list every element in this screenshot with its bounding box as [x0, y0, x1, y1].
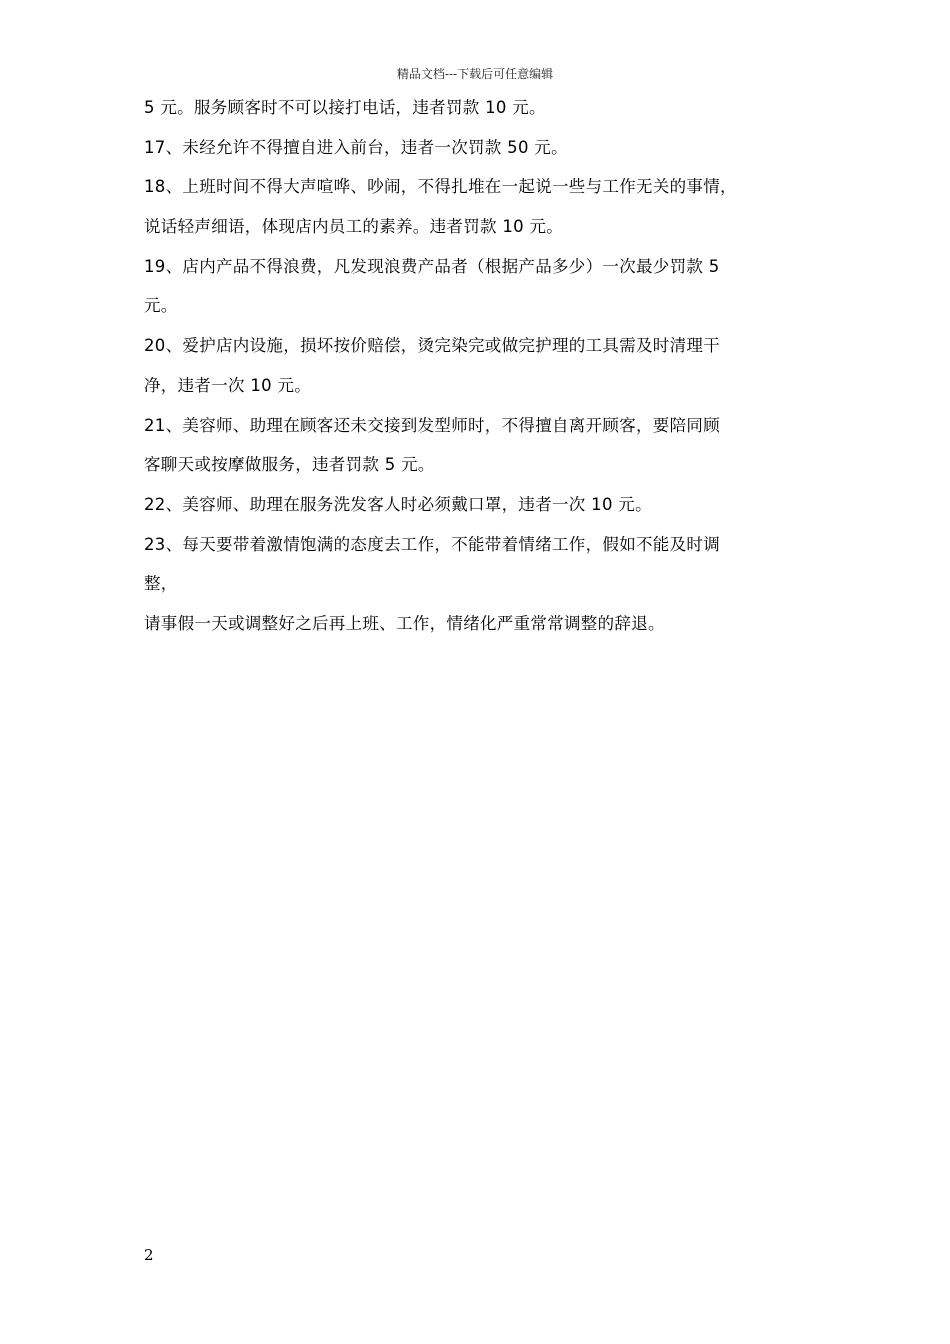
document-body [144, 94, 809, 650]
body-line: 说话轻声细语，体现店内员工的素养。违者罚款 10 元。 [144, 217, 564, 237]
page-header: 精品文档---下载后可任意编辑 [396, 67, 554, 81]
body-line: 22、美容师、助理在服务洗发客人时必须戴口罩，违者一次 10 元。 [144, 494, 652, 514]
body-line: 19、店内产品不得浪费，凡发现浪费产品者（根据产品多少）一次最少罚款 5 [144, 256, 720, 276]
body-line: 元。 [144, 296, 178, 316]
body-line: 5 元。服务顾客时不可以接打电话，违者罚款 10 元。 [144, 98, 546, 117]
body-line: 净，违者一次 10 元。 [144, 375, 312, 395]
body-line: 23、每天要带着激情饱满的态度去工作，不能带着情绪工作，假如不能及时调 [144, 534, 720, 554]
body-line: 17、未经允许不得擅自进入前台，违者一次罚款 50 元。 [144, 137, 568, 157]
page-number: 2 [144, 1246, 154, 1264]
body-line: 21、美容师、助理在顾客还未交接到发型师时，不得擅自离开顾客，要陪同顾 [144, 415, 720, 435]
body-line: 客聊天或按摩做服务，违者罚款 5 元。 [144, 455, 435, 475]
body-line: 20、爱护店内设施，损坏按价赔偿，烫完染完或做完护理的工具需及时清理干 [144, 336, 720, 356]
body-line: 整， [144, 574, 178, 594]
body-line: 18、上班时间不得大声喧哗、吵闹，不得扎堆在一起说一些与工作无关的事情， [144, 177, 737, 197]
body-line: 请事假一天或调整好之后再上班、工作，情绪化严重常常调整的辞退。 [144, 613, 665, 633]
